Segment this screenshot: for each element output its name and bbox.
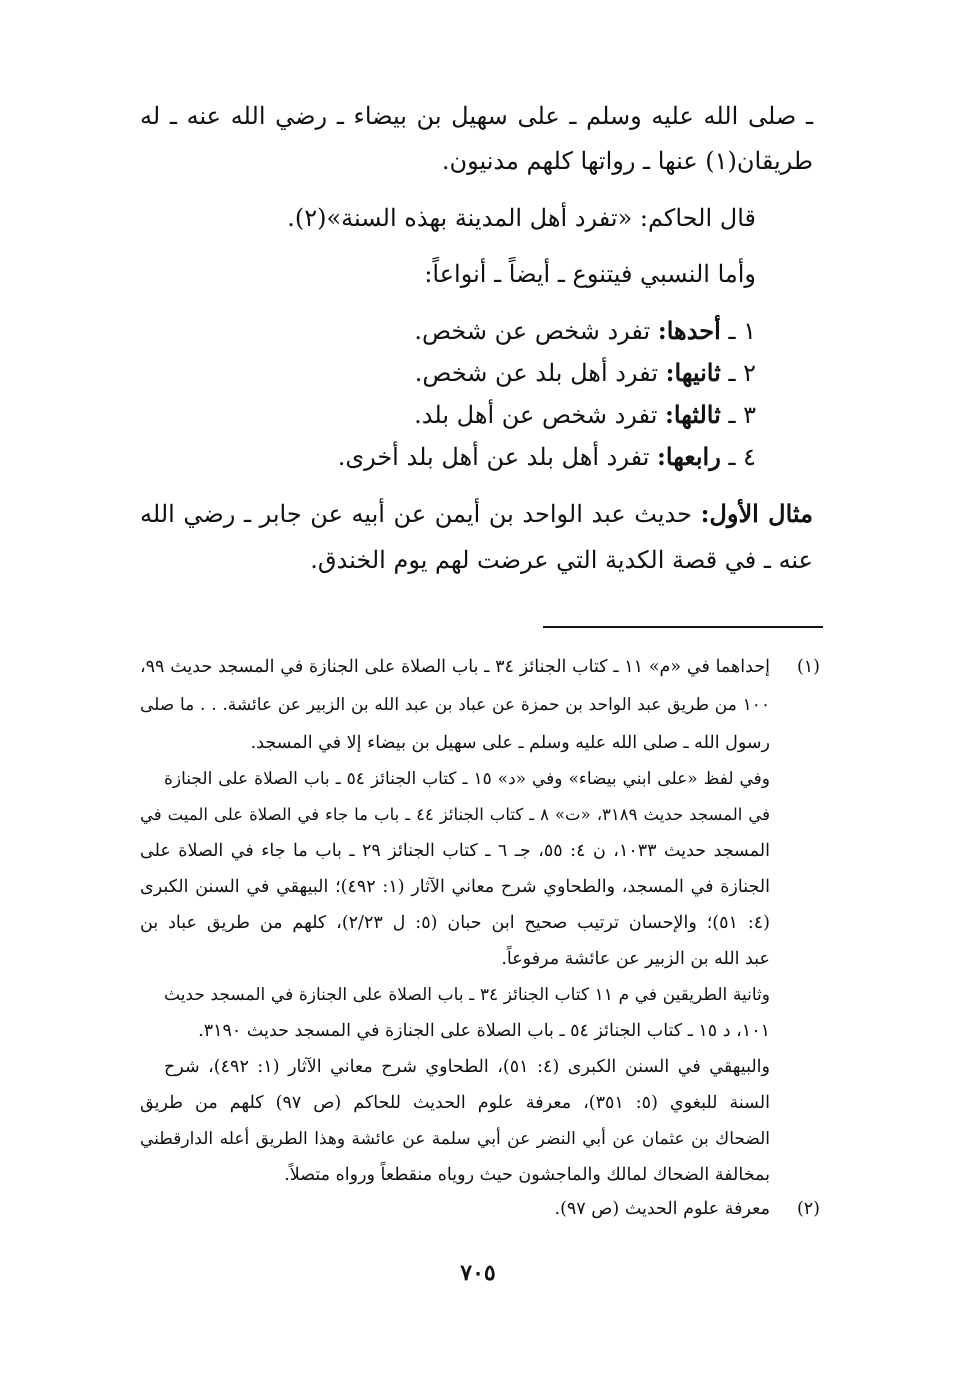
footnote-separator <box>543 626 823 628</box>
example-line-1 <box>140 498 813 530</box>
footnote-line: إحداهما في «م» ١١ ـ كتاب الجنائز ٣٤ ـ باب الصلاة على الجنازة في المسجد حديث ٩٩، <box>140 657 771 677</box>
list-item <box>415 357 756 389</box>
list-item-label: ثالثها: <box>665 400 721 429</box>
example-text: حديث عبد الواحد بن أيمن عن أبيه عن جابر ـ رضي الله <box>140 500 692 528</box>
list-item-text: تفرد أهل بلد عن أهل بلد أخرى. <box>337 443 650 471</box>
list-item-number: ٤ ـ <box>728 443 756 471</box>
footnote-2-number: (٢) <box>796 1199 820 1219</box>
list-item-number: ١ ـ <box>728 317 756 345</box>
list-item-text: تفرد أهل بلد عن شخص. <box>414 359 658 387</box>
list-item-label: ثانيها: <box>665 358 721 387</box>
footnote-1-number: (١) <box>796 657 820 677</box>
body-line-1: ـ صلى الله عليه وسلم ـ على سهيل بن بيضاء ـ رضي الله عنه ـ له <box>140 102 813 130</box>
footnote-line: المسجد حديث ١٠٣٣، ن ٤: ٥٥، جـ ٦ ـ كتاب الجنائز ٢٩ ـ باب ما جاء في الصلاة على <box>140 841 770 861</box>
footnote-line: بمخالفة الضحاك لمالك والماجشون حيث روياه منقطعاً ورواه متصلاً. <box>284 1165 770 1185</box>
footnote-line: وفي لفظ «على ابني بيضاء» وفي «د» ١٥ ـ كتاب الجنائز ٥٤ ـ باب الصلاة على الجنازة <box>164 769 770 789</box>
footnote-line: عبد الله بن الزبير عن عائشة مرفوعاً. <box>501 949 770 969</box>
footnote-2-text: معرفة علوم الحديث (ص ٩٧). <box>554 1199 770 1219</box>
footnote-line: (٤: ٥١)؛ والإحسان ترتيب صحيح ابن حبان (٥: ل ٢/٢٣)، كلهم من طريق عباد بن <box>140 913 770 933</box>
list-item-number: ٣ ـ <box>728 401 756 429</box>
footnote-line: والبيهقي في السنن الكبرى (٤: ٥١)، الطحاوي شرح معاني الآثار (١: ٤٩٢)، شرح <box>164 1057 770 1077</box>
list-item-label: أحدها: <box>657 316 721 345</box>
list-item-text: تفرد شخص عن أهل بلد. <box>414 401 658 429</box>
hakim-quote: قال الحاكم: «تفرد أهل المدينة بهذه السنة»(٢). <box>287 204 756 232</box>
footnote-line: ١٠٠ من طريق عبد الواحد بن حمزة عن عباد بن عبد الله بن الزبير عن عائشة. . . ما صلى <box>140 695 770 715</box>
body-line-2: طريقان(١) عنها ـ رواتها كلهم مدنيون. <box>441 147 813 175</box>
list-item-label: رابعها: <box>657 442 721 471</box>
list-item-number: ٢ ـ <box>728 359 756 387</box>
footnote-line: الجنازة في المسجد، والطحاوي شرح معاني الآثار (١: ٤٩٢)؛ البيهقي في السنن الكبرى <box>140 877 770 897</box>
footnote-line: ١٠١، د ١٥ ـ كتاب الجنائز ٥٤ ـ باب الصلاة على الجنازة في المسجد حديث ٣١٩٠. <box>198 1021 770 1041</box>
footnote-line: رسول الله ـ صلى الله عليه وسلم ـ على سهيل بن بيضاء إلا في المسجد. <box>250 733 770 753</box>
list-item <box>338 441 756 473</box>
list-item <box>414 315 756 347</box>
footnote-line: وثانية الطريقين في م ١١ كتاب الجنائز ٣٤ ـ باب الصلاة على الجنازة في المسجد حديث <box>164 985 770 1005</box>
footnote-line: الضحاك بن عثمان عن أبي النضر عن أبي سلمة عن عائشة وهذا الطريق أعله الدارقطني <box>140 1129 770 1149</box>
footnote-line: في المسجد حديث ٣١٨٩، «ت» ٨ ـ كتاب الجنائز ٤٤ ـ باب ما جاء في الصلاة على الميت في <box>140 805 771 824</box>
example-line-2: عنه ـ في قصة الكدية التي عرضت لهم يوم الخندق. <box>310 546 813 574</box>
nisbi-intro: وأما النسبي فيتنوع ـ أيضاً ـ أنواعاً: <box>424 260 756 288</box>
footnote-line: السنة للبغوي (٥: ٣٥١)، معرفة علوم الحديث للحاكم (ص ٩٧) كلهم من طريق <box>140 1093 770 1113</box>
list-item-text: تفرد شخص عن شخص. <box>414 317 651 345</box>
page-number: ٧٠٥ <box>460 1260 496 1286</box>
example-label: مثال الأول: <box>700 499 813 528</box>
list-item <box>414 399 756 431</box>
